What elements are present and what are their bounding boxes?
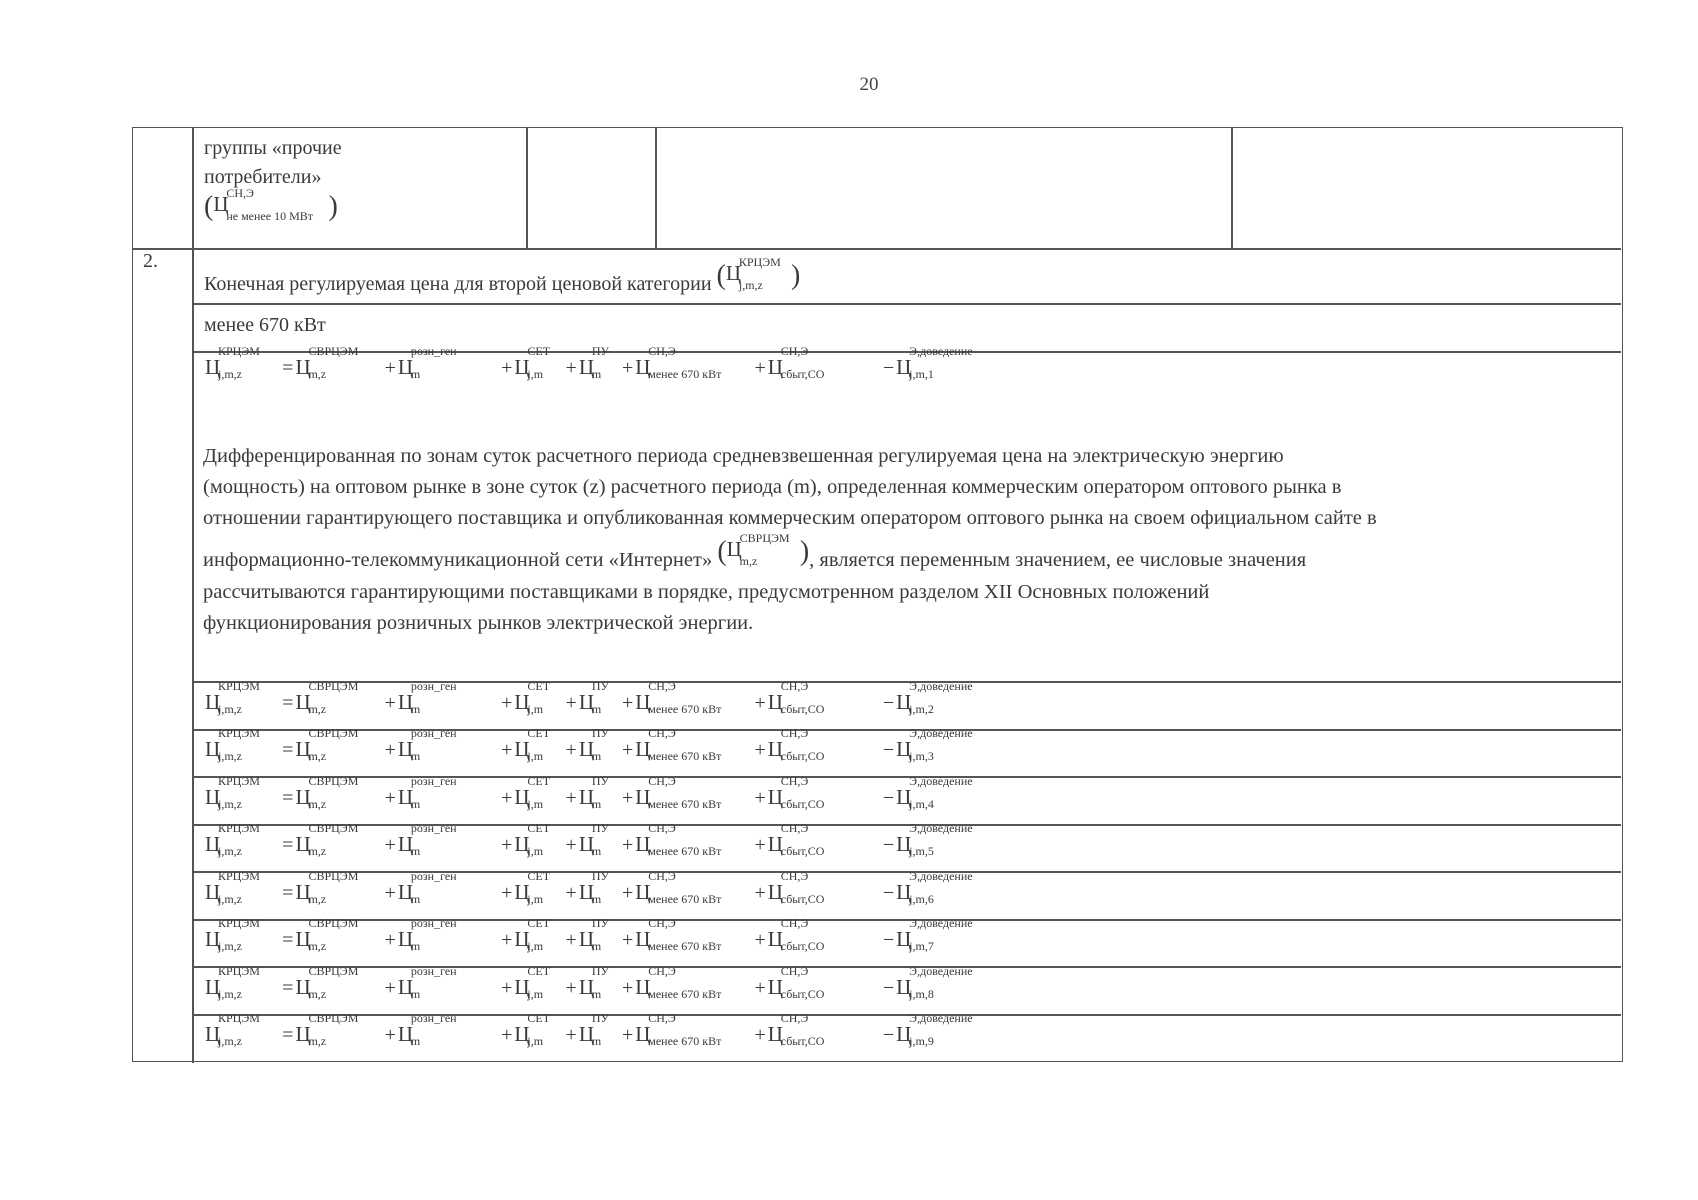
formula-term: Ц СЕТ j,m <box>514 821 551 858</box>
formula-term: Ц СН,Э сбыт,СО <box>767 964 825 1001</box>
formula-term: Ц СЕТ j,m <box>514 1011 551 1048</box>
formula-term: Ц ПУ m <box>578 774 609 811</box>
formula-term: Ц ПУ m <box>578 821 609 858</box>
formula-term: Ц СН,Э менее 670 кВт <box>635 916 722 953</box>
formula-term: Ц КРЦЭМ j,m,z <box>205 964 260 1001</box>
formula-term: Ц розн_ген m <box>397 774 457 811</box>
formula-line: Ц КРЦЭМ j,m,z =Ц СВРЦЭМ m,z +Ц розн_ген m +Ц СЕТ j,m +Ц ПУ m +Ц СН,Э менее 670 кВт +Ц СН,Э сбыт,СО −Ц Э,доведение j,m,2 <box>205 690 993 722</box>
definition-paragraph: Дифференцированная по зонам суток расчетного периода средневзвешенная регулируемая цена на электрическую энергию (мощность) на оптовом рынке в зоне суток (z) расчетного периода (m), определенная коммерческим оператором оптового рынка в отношении гарантирующего поставщика и опубликованная коммерческим оператором оптового рынка на своем официальном сайте в информационно-телекоммуникационной сети «Интернет» (Ц СВРЦЭМ m,z ), является переменным значением, ее числовые значения рассчитываются гарантирующими поставщиками в порядке, предусмотренном разделом XII Основных положений функционирования розничных рынков электрической энергии. <box>203 445 1377 634</box>
row-number: 2. <box>143 250 158 272</box>
paragraph-symbol: (Ц СВРЦЭМ m,z ) <box>717 531 810 568</box>
formula-term: Ц КРЦЭМ j,m,z <box>205 1011 260 1048</box>
formula-term: Ц СЕТ j,m <box>514 774 551 811</box>
formula-term: Ц КРЦЭМ j,m,z <box>205 726 260 763</box>
formula-term: Ц ПУ m <box>578 964 609 1001</box>
formula-term: Ц розн_ген m <box>397 1011 457 1048</box>
page-number: 20 <box>859 74 879 95</box>
formula-term: Ц розн_ген m <box>397 344 457 381</box>
formula-term: Ц СН,Э сбыт,СО <box>767 679 825 716</box>
formula-term: Ц СВРЦЭМ m,z <box>295 774 359 811</box>
formula-term: Ц КРЦЭМ j,m,z <box>205 916 260 953</box>
formula-term: Ц Э,доведение j,m,3 <box>896 726 973 763</box>
formula-term: Ц СН,Э менее 670 кВт <box>635 774 722 811</box>
formula-term: Ц СН,Э сбыт,СО <box>767 1011 825 1048</box>
formula-term: Ц СН,Э сбыт,СО <box>767 916 825 953</box>
formula-term: Ц розн_ген m <box>397 679 457 716</box>
formula-term: Ц СН,Э сбыт,СО <box>767 726 825 763</box>
formula-term: Ц ПУ m <box>578 344 609 381</box>
formula-term: Ц розн_ген m <box>397 869 457 906</box>
formula-term: Ц СН,Э менее 670 кВт <box>635 869 722 906</box>
row-divider <box>192 351 1621 353</box>
formula-term: Ц Э,доведение j,m,8 <box>896 964 973 1001</box>
formula-term: Ц ПУ m <box>578 916 609 953</box>
column-divider <box>526 128 528 248</box>
row-divider <box>192 966 1621 968</box>
formula-line: Ц КРЦЭМ j,m,z =Ц СВРЦЭМ m,z +Ц розн_ген m +Ц СЕТ j,m +Ц ПУ m +Ц СН,Э менее 670 кВт +Ц СН,Э сбыт,СО −Ц Э,доведение j,m,3 <box>205 737 993 769</box>
formula-term: Ц СВРЦЭМ m,z <box>295 726 359 763</box>
formula-term: Ц Э,доведение j,m,4 <box>896 774 973 811</box>
subheading: менее 670 кВт <box>204 314 326 336</box>
formula-term: Ц СВРЦЭМ m,z <box>295 1011 359 1048</box>
formula-term: Ц КРЦЭМ j,m,z <box>205 679 260 716</box>
heading-symbol: (Ц КРЦЭМ j,m,z ) <box>716 255 801 292</box>
formula-term: Ц Э,доведение j,m,1 <box>896 344 973 381</box>
formula-term: Ц розн_ген m <box>397 726 457 763</box>
formula-line: Ц КРЦЭМ j,m,z =Ц СВРЦЭМ m,z +Ц розн_ген m +Ц СЕТ j,m +Ц ПУ m +Ц СН,Э менее 670 кВт +Ц СН,Э сбыт,СО −Ц Э,доведение j,m,7 <box>205 927 993 959</box>
formula-term: Ц КРЦЭМ j,m,z <box>205 774 260 811</box>
formula-term: Ц СН,Э менее 670 кВт <box>635 344 722 381</box>
formula-term: Ц СЕТ j,m <box>514 916 551 953</box>
formula-term: Ц Э,доведение j,m,5 <box>896 821 973 858</box>
formula-term: Ц ПУ m <box>578 1011 609 1048</box>
formula-line: Ц КРЦЭМ j,m,z =Ц СВРЦЭМ m,z +Ц розн_ген m +Ц СЕТ j,m +Ц ПУ m +Ц СН,Э менее 670 кВт +Ц СН,Э сбыт,СО −Ц Э,доведение j,m,9 <box>205 1022 993 1054</box>
section-heading: Конечная регулируемая цена для второй ценовой категории (Ц КРЦЭМ j,m,z ) <box>204 255 801 295</box>
formula-term: Ц СВРЦЭМ m,z <box>295 964 359 1001</box>
formula-term: Ц СВРЦЭМ m,z <box>295 344 359 381</box>
formula-term: Ц розн_ген m <box>397 916 457 953</box>
formula-term: Ц СН,Э менее 670 кВт <box>635 679 722 716</box>
formula-term: Ц СВРЦЭМ m,z <box>295 869 359 906</box>
formula-term: Ц СН,Э сбыт,СО <box>767 344 825 381</box>
formula-term: Ц ПУ m <box>578 726 609 763</box>
formula-term: Ц розн_ген m <box>397 821 457 858</box>
formula-term: Ц розн_ген m <box>397 964 457 1001</box>
formula-term: Ц СВРЦЭМ m,z <box>295 916 359 953</box>
formula-line: Ц КРЦЭМ j,m,z =Ц СВРЦЭМ m,z +Ц розн_ген m +Ц СЕТ j,m +Ц ПУ m +Ц СН,Э менее 670 кВт +Ц СН,Э сбыт,СО −Ц Э,доведение j,m,6 <box>205 880 993 912</box>
formula-term: Ц ПУ m <box>578 869 609 906</box>
row-divider <box>192 776 1621 778</box>
formula-term: Ц СЕТ j,m <box>514 869 551 906</box>
row-divider <box>133 248 1621 250</box>
formula-term: Ц СВРЦЭМ m,z <box>295 821 359 858</box>
formula-term: Ц КРЦЭМ j,m,z <box>205 869 260 906</box>
formula-term: Ц СЕТ j,m <box>514 726 551 763</box>
formula-line: Ц КРЦЭМ j,m,z =Ц СВРЦЭМ m,z +Ц розн_ген m +Ц СЕТ j,m +Ц ПУ m +Ц СН,Э менее 670 кВт +Ц СН,Э сбыт,СО −Ц Э,доведение j,m,4 <box>205 785 993 817</box>
formula-term: Ц СН,Э менее 670 кВт <box>635 726 722 763</box>
formula-term: Ц КРЦЭМ j,m,z <box>205 344 260 381</box>
column-divider <box>655 128 657 248</box>
formula-term: Ц СЕТ j,m <box>514 679 551 716</box>
row-divider <box>192 824 1621 826</box>
row-divider <box>192 303 1621 305</box>
row-divider <box>192 871 1621 873</box>
row-divider <box>192 681 1621 683</box>
formula-term: Ц Э,доведение j,m,6 <box>896 869 973 906</box>
formula-term: Ц СВРЦЭМ m,z <box>295 679 359 716</box>
formula-term: Ц СН,Э сбыт,СО <box>767 774 825 811</box>
formula-term: Ц СН,Э менее 670 кВт <box>635 821 722 858</box>
formula-line: Ц КРЦЭМ j,m,z =Ц СВРЦЭМ m,z +Ц розн_ген m +Ц СЕТ j,m +Ц ПУ m +Ц СН,Э менее 670 кВт +Ц СН,Э сбыт,СО −Ц Э,доведение j,m,8 <box>205 975 993 1007</box>
formula-term: Ц СН,Э сбыт,СО <box>767 869 825 906</box>
formula-term: Ц КРЦЭМ j,m,z <box>205 821 260 858</box>
formula-term: Ц ПУ m <box>578 679 609 716</box>
row-divider <box>192 729 1621 731</box>
row-divider <box>192 1014 1621 1016</box>
consumer-group-symbol: (Ц СН,Э не менее 10 МВт ) <box>204 186 338 223</box>
column-divider <box>1231 128 1233 248</box>
row-divider <box>192 919 1621 921</box>
formula-term: Ц СЕТ j,m <box>514 344 551 381</box>
formula-term: Ц Э,доведение j,m,2 <box>896 679 973 716</box>
formula-term: Ц СН,Э менее 670 кВт <box>635 1011 722 1048</box>
consumer-group-label: группы «прочие потребители» <box>204 137 342 188</box>
formula-line: Ц КРЦЭМ j,m,z =Ц СВРЦЭМ m,z +Ц розн_ген m +Ц СЕТ j,m +Ц ПУ m +Ц СН,Э менее 670 кВт +Ц СН,Э сбыт,СО −Ц Э,доведение j,m,5 <box>205 832 993 864</box>
formula-line: Ц КРЦЭМ j,m,z =Ц СВРЦЭМ m,z +Ц розн_ген m +Ц СЕТ j,m +Ц ПУ m +Ц СН,Э менее 670 кВт +Ц СН,Э сбыт,СО −Ц Э,доведение j,m,1 <box>205 355 993 387</box>
number-column-divider <box>192 128 194 1063</box>
formula-term: Ц СН,Э сбыт,СО <box>767 821 825 858</box>
formula-term: Ц СЕТ j,m <box>514 964 551 1001</box>
formula-term: Ц Э,доведение j,m,7 <box>896 916 973 953</box>
formula-term: Ц Э,доведение j,m,9 <box>896 1011 973 1048</box>
formula-term: Ц СН,Э менее 670 кВт <box>635 964 722 1001</box>
